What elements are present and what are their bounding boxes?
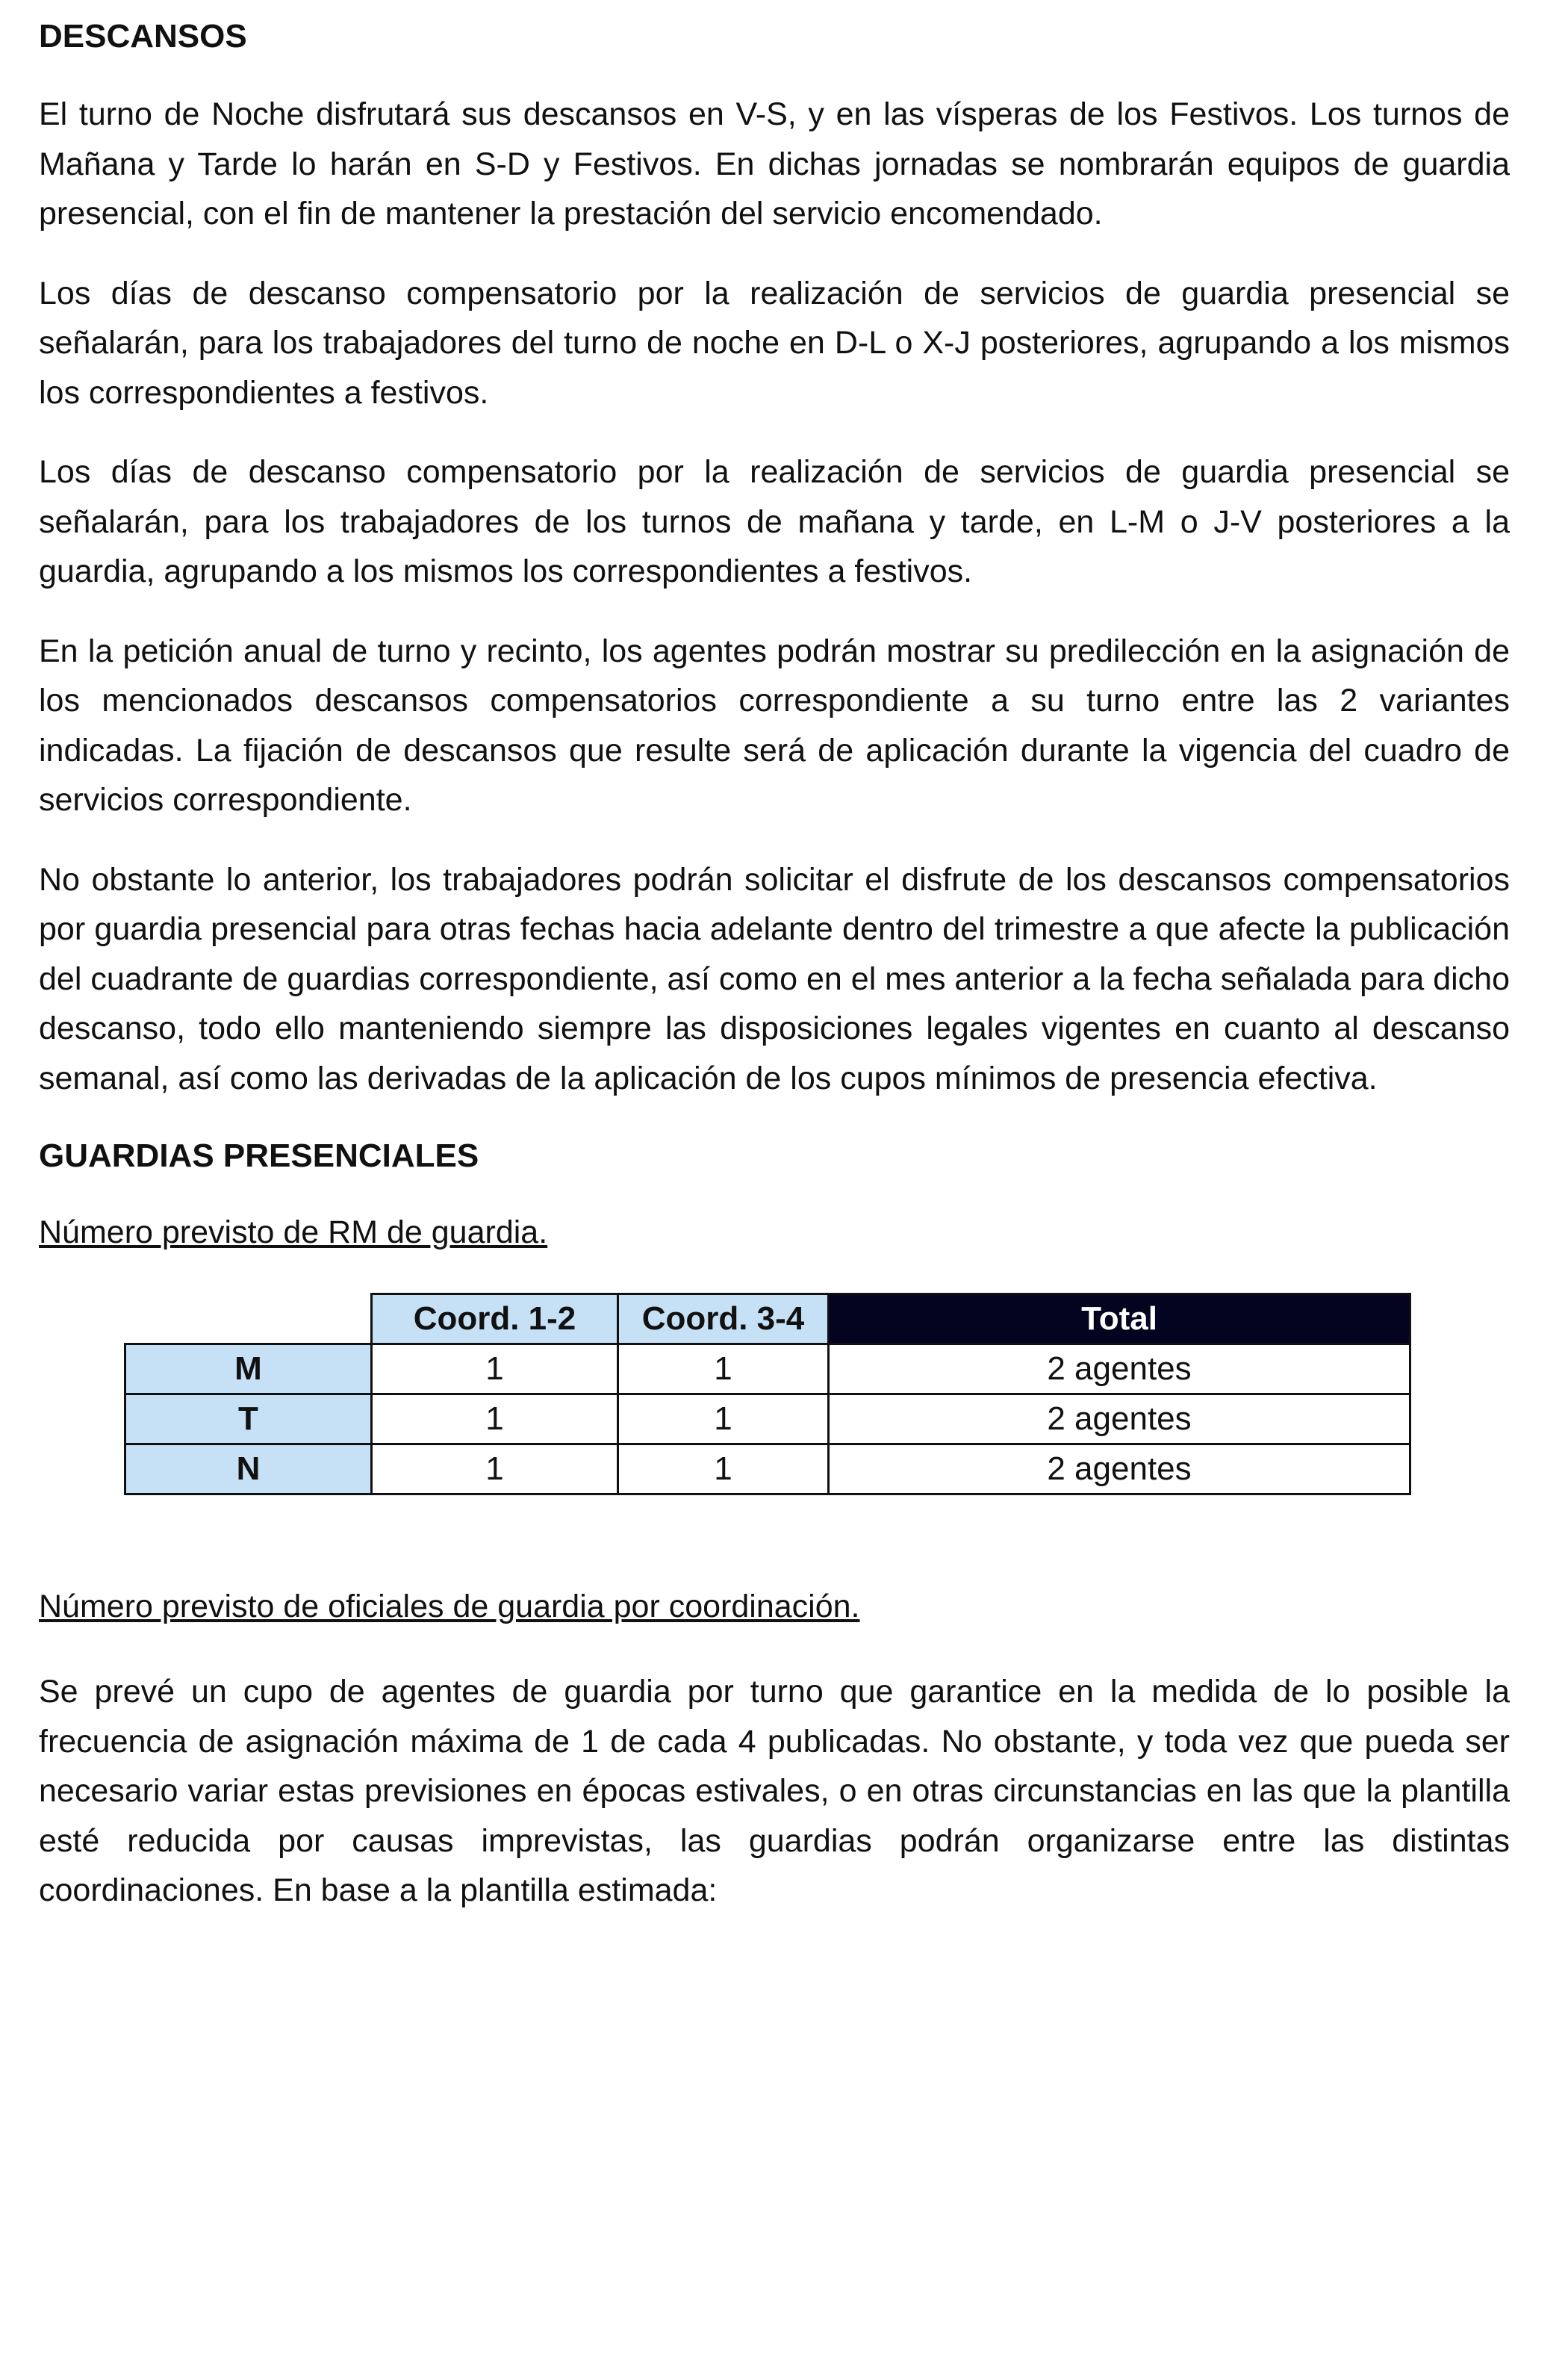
- row-label-n: N: [125, 1444, 372, 1494]
- guardias-heading: GUARDIAS PRESENCIALES: [39, 1137, 479, 1174]
- table-header-row: [125, 1294, 1410, 1344]
- table-cell: 1: [372, 1444, 618, 1494]
- descansos-heading: DESCANSOS: [39, 18, 247, 55]
- header-coord-1-2: Coord. 1-2: [372, 1294, 618, 1344]
- table-row: [125, 1394, 1410, 1444]
- document-page: [39, 13, 1510, 1946]
- table-cell: 2 agentes: [829, 1394, 1410, 1444]
- table-row: [125, 1444, 1410, 1494]
- table-cell: 1: [372, 1394, 618, 1444]
- rm-table-wrapper: [124, 1293, 1510, 1495]
- header-total: Total: [829, 1294, 1410, 1344]
- descansos-paragraph-4: En la petición anual de turno y recinto, los agentes podrán mostrar su predilección en la asignación de los mencionados descansos compensatorios correspondiente a su turno entre las 2 variantes indicadas. La fijación de descansos que resulte será de aplicación durante la vigencia del cuadro de servicios correspondiente.: [39, 633, 1510, 818]
- descansos-paragraph-5: No obstante lo anterior, los trabajadores podrán solicitar el disfrute de los descansos compensatorios por guardia presencial para otras fechas hacia adelante dentro del trimestre a que afecte la publicación del cuadrante de guardias correspondiente, así como en el mes anterior a la fecha señalada para dicho descanso, todo ello manteniendo siempre las disposiciones legales vigentes en cuanto al descanso semanal, así como las derivadas de la aplicación de los cupos mínimos de presencia efectiva.: [39, 861, 1510, 1096]
- table-cell: 1: [372, 1344, 618, 1394]
- table-cell: 2 agentes: [829, 1444, 1410, 1494]
- table-cell: 1: [618, 1444, 829, 1494]
- table-cell: 2 agentes: [829, 1344, 1410, 1394]
- descansos-paragraph-2: Los días de descanso compensatorio por la realización de servicios de guardia presencial se señalarán, para los trabajadores del turno de noche en D-L o X-J posteriores, agrupando a los mismos los correspondientes a festivos.: [39, 275, 1510, 411]
- row-label-m: M: [125, 1344, 372, 1394]
- descansos-paragraph-1: El turno de Noche disfrutará sus descansos en V-S, y en las vísperas de los Festivos. Los turnos de Mañana y Tarde lo harán en S-D y Festivos. En dichas jornadas se nombrarán equipos de guardia presencial, con el fin de mantener la prestación del servicio encomendado.: [39, 96, 1510, 232]
- row-label-t: T: [125, 1394, 372, 1444]
- descansos-paragraph-3: Los días de descanso compensatorio por la realización de servicios de guardia presencial se señalarán, para los trabajadores de los turnos de mañana y tarde, en L-M o J-V posteriores a la guardia, agrupando a los mismos los correspondientes a festivos.: [39, 454, 1510, 589]
- table-corner: [125, 1294, 372, 1344]
- rm-guardia-subtitle: Número previsto de RM de guardia.: [39, 1214, 548, 1250]
- table-cell: 1: [618, 1394, 829, 1444]
- table-cell: 1: [618, 1344, 829, 1394]
- table-row: [125, 1344, 1410, 1394]
- header-coord-3-4: Coord. 3-4: [618, 1294, 829, 1344]
- oficiales-guardia-subtitle: Número previsto de oficiales de guardia por coordinación.: [39, 1589, 860, 1624]
- guardias-final-paragraph: Se prevé un cupo de agentes de guardia por turno que garantice en la medida de lo posible la frecuencia de asignación máxima de 1 de cada 4 publicadas. No obstante, y toda vez que pueda ser necesario variar estas previsiones en épocas estivales, o en otras circunstancias en las que la plantilla esté reducida por causas imprevistas, las guardias podrán organizarse entre las distintas coordinaciones. En base a la plantilla estimada:: [39, 1674, 1510, 1908]
- rm-guardia-table: [124, 1293, 1411, 1495]
